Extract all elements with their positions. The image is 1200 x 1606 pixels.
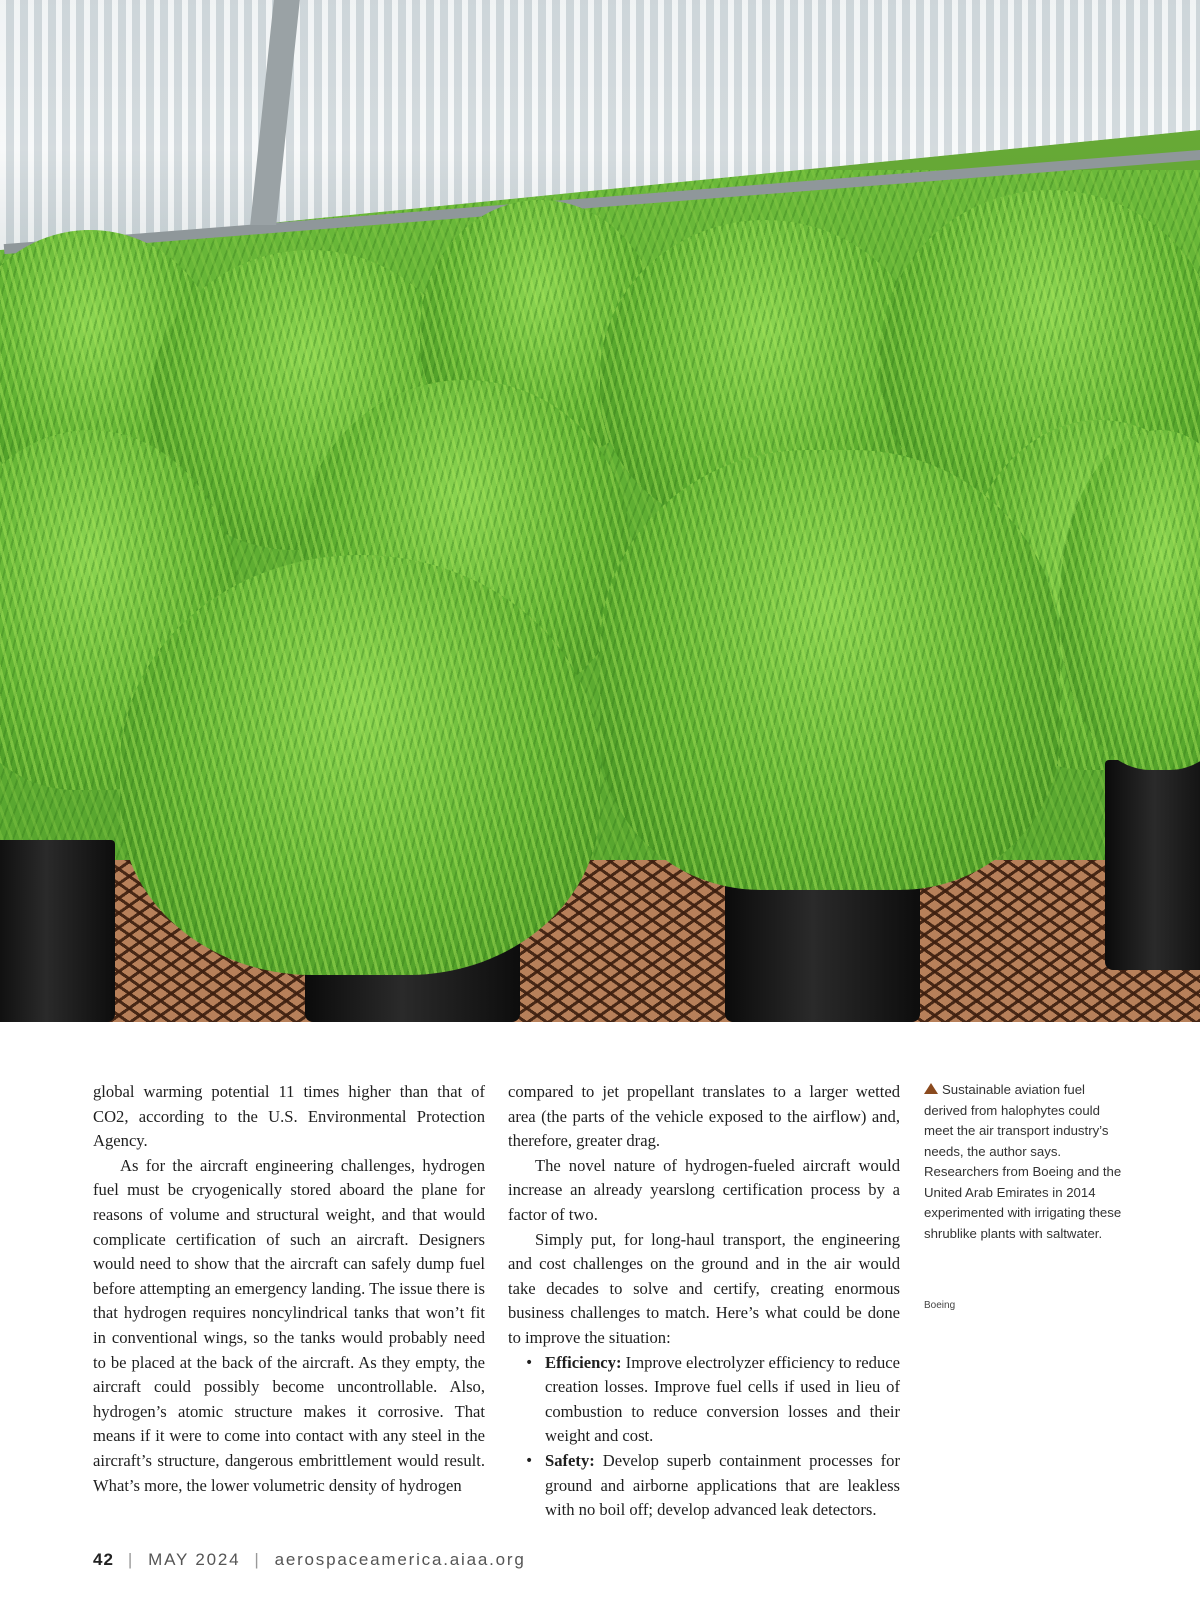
pot-left bbox=[0, 840, 115, 1022]
pot-right bbox=[1105, 760, 1200, 970]
front-plant-round bbox=[120, 555, 600, 975]
triangle-up-icon bbox=[924, 1083, 938, 1094]
list-item-label: Safety: bbox=[545, 1450, 595, 1470]
improvement-list bbox=[508, 1351, 900, 1523]
article-column-2 bbox=[508, 1080, 900, 1523]
article-column-1 bbox=[93, 1080, 485, 1498]
website-link[interactable]: aerospaceamerica.aiaa.org bbox=[274, 1550, 526, 1569]
list-item bbox=[508, 1351, 900, 1449]
page-footer bbox=[93, 1550, 526, 1570]
list-item-text: Improve electrolyzer efficiency to reduce creation losses. Improve fuel cells if used in lieu of combustion to reduce conversion losses and their weight and cost. bbox=[545, 1352, 900, 1446]
footer-divider: | bbox=[127, 1550, 135, 1569]
paragraph: As for the aircraft engineering challenges, hydrogen fuel must be cryogenically stored aboard the plane for reasons of volume and structural weight, and that would complicate certification of such an aircraft. Designers would need to show that the aircraft can safely dump fuel before attempting an emergency landing. The issue there is that hydrogen requires noncylindrical tanks that won’t fit in conventional wings, so the tanks would probably need to be placed at the back of the aircraft. As they empty, the aircraft could possibly become uncontrollable. Also, hydrogen’s atomic structure makes it corrosive. That means if it were to come into contact with any steel in the aircraft’s structure, dangerous embrittlement would result. What’s more, the lower volumetric density of hydrogen bbox=[93, 1155, 485, 1495]
paragraph: global warming potential 11 times higher than that of CO2, according to the U.S. Environmental Protection Agency. bbox=[93, 1082, 485, 1151]
list-item bbox=[508, 1449, 900, 1523]
list-item-label: Efficiency: bbox=[545, 1352, 622, 1372]
list-item-text: Develop superb containment processes for ground and airborne applications that are leakless with no boil off; develop advanced leak detectors. bbox=[545, 1450, 900, 1520]
photo-credit: Boeing bbox=[924, 1300, 956, 1311]
caption-text: Sustainable aviation fuel derived from halophytes could meet the air transport industry’s needs, the author says. Researchers from Boeing and the United Arab Emirates in 2014 experimented with irrigating these shrublike plants with saltwater. bbox=[924, 1082, 1122, 1241]
issue-date: MAY 2024 bbox=[148, 1550, 241, 1569]
footer-divider: | bbox=[254, 1550, 261, 1569]
paragraph: The novel nature of hydrogen-fueled aircraft would increase an already yearslong certification process by a factor of two. bbox=[508, 1155, 900, 1224]
front-plant-tall bbox=[600, 450, 1060, 890]
photo-caption bbox=[924, 1080, 1124, 1244]
page-number: 42 bbox=[93, 1550, 114, 1569]
paragraph: Simply put, for long-haul transport, the engineering and cost challenges on the ground and in the air would take decades to solve and certify, creating enormous business challenges to match. Here’s what could be done to improve the situation: bbox=[508, 1229, 900, 1347]
paragraph: compared to jet propellant translates to a larger wetted area (the parts of the vehicle exposed to the airflow) and, therefore, greater drag. bbox=[508, 1082, 900, 1151]
